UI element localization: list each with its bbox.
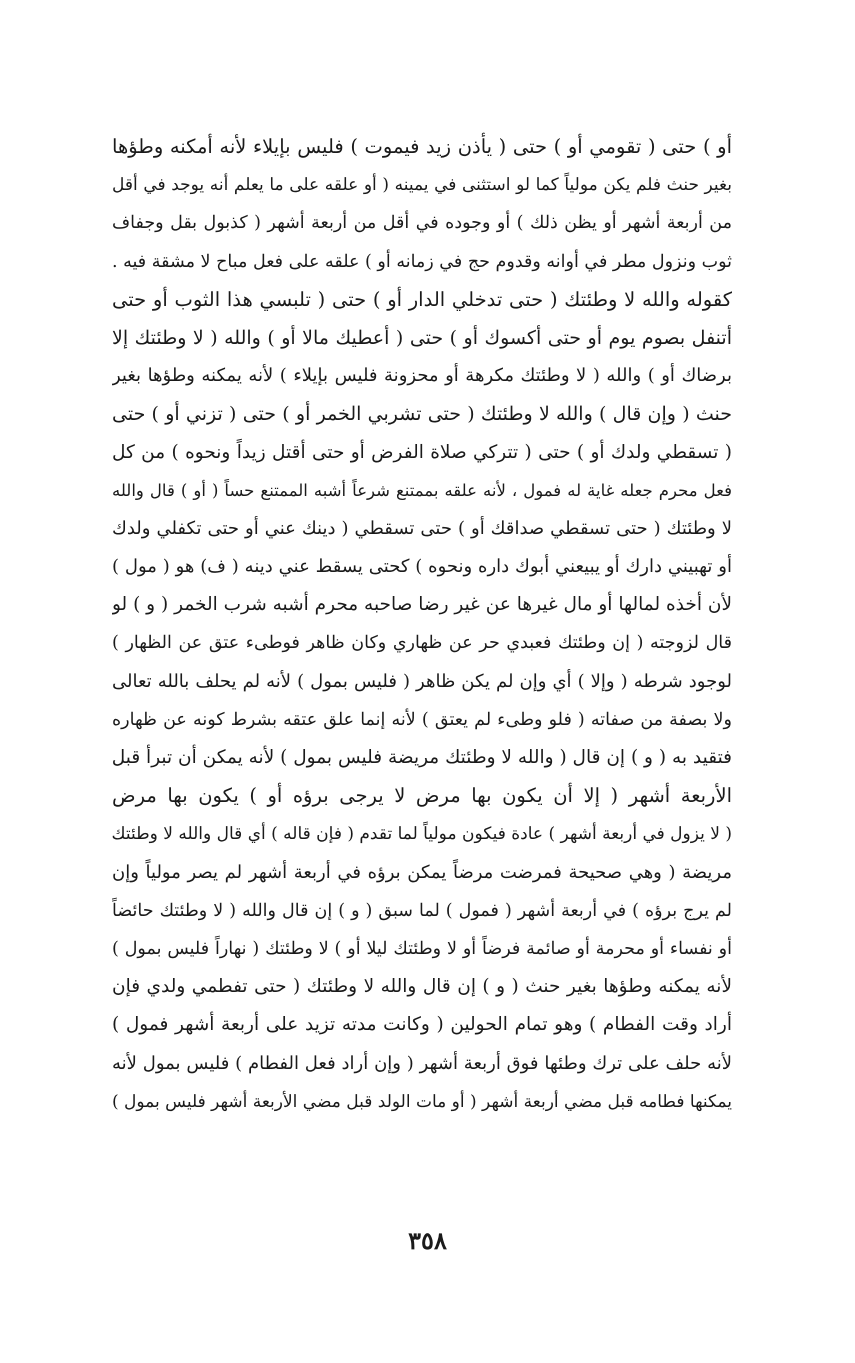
text-line: أتنفل بصوم يوم أو حتى أكسوك أو ) حتى ( أعطيك مالا أو ) والله ( لا وطئتك إلا bbox=[112, 326, 732, 349]
text-line: الأربعة أشهر ( إلا أن يكون بها مرض لا يرجى برؤه أو ) يكون بها مرض bbox=[112, 784, 732, 808]
text-line: لأن أخذه لمالها أو مال غيرها عن غير رضا صاحبه محرم أشبه شرب الخمر ( و ) لو bbox=[112, 594, 732, 616]
text-line: يمكنها فطامه قبل مضي أربعة أشهر ( أو مات الولد قبل مضي الأربعة أشهر فليس بمول ) bbox=[112, 1091, 732, 1112]
text-line: مريضة ( وهي صحيحة فمرضت مرضاً يمكن برؤه في أربعة أشهر لم يصر مولياً وإن bbox=[112, 861, 732, 883]
text-line: ( لا يزول في أربعة أشهر ) عادة فيكون مولياً لما تقدم ( فإن قاله ) أي قال والله لا وطئتك bbox=[112, 824, 732, 845]
text-line: لا وطئتك ( حتى تسقطي صداقك أو ) حتى تسقطي ( دينك عني أو حتى تكفلي ولدك bbox=[112, 517, 732, 539]
text-line: أراد وقت الفطام ) وهو تمام الحولين ( وكانت مدته تزيد على أربعة أشهر فمول ) bbox=[112, 1014, 732, 1036]
text-line: لم يرج برؤه ) في أربعة أشهر ( فمول ) لما سبق ( و ) إن قال والله ( لا وطئتك حائضاً bbox=[112, 900, 732, 921]
text-line: لأنه حلف على ترك وطئها فوق أربعة أشهر ( وإن أراد فعل الفطام ) فليس بمول لأنه bbox=[112, 1052, 732, 1074]
text-line: من أربعة أشهر أو يظن ذلك ) أو وجوده في أقل من أربعة أشهر ( كذبول بقل وجفاف bbox=[112, 213, 732, 234]
text-line: أو ) حتى ( تقومي أو ) حتى ( يأذن زيد فيموت ) فليس بإيلاء لأنه أمكنه وطؤها bbox=[112, 135, 732, 158]
text-line: ثوب ونزول مطر في أوانه وقدوم حج في زمانه أو ) علقه على فعل مباح لا مشقة فيه . bbox=[112, 251, 732, 272]
text-line: برضاك أو ) والله ( لا وطئتك مكرهة أو محزونة فليس بإيلاء ) لأنه يمكنه وطؤها بغير bbox=[112, 365, 732, 387]
text-line: فتقيد به ( و ) إن قال ( والله لا وطئتك مريضة فليس بمول ) لأنه يمكن أن تبرأ قبل bbox=[112, 747, 732, 768]
text-line: بغير حنث فلم يكن مولياً كما لو استثنى في يمينه ( أو علقه على ما يعلم أنه يوجد في أقل bbox=[112, 175, 732, 196]
text-line: أو تهبيني دارك أو يبيعني أبوك داره ونحوه ) كحتى يسقط عني دينه ( ف) هو ( مول ) bbox=[112, 556, 732, 578]
page-number: ٣٥٨ bbox=[408, 1226, 447, 1255]
text-line: قال لزوجته ( إن وطئتك فعبدي حر عن ظهاري وكان ظاهر فوطىء عتق عن الظهار ) bbox=[112, 633, 732, 654]
body-text bbox=[112, 128, 732, 1121]
text-line: لوجود شرطه ( وإلا ) أي وإن لم يكن ظاهر ( فليس بمول ) لأنه لم يحلف بالله تعالى bbox=[112, 670, 732, 692]
text-line: ولا بصفة من صفاته ( فلو وطىء لم يعتق ) لأنه إنما علق عتقه بشرط كونه عن ظهاره bbox=[112, 709, 732, 730]
text-line: لأنه يمكنه وطؤها بغير حنث ( و ) إن قال والله لا وطئتك ( حتى تفطمي ولدي فإن bbox=[112, 976, 732, 998]
text-line: حنث ( وإن قال ) والله لا وطئتك ( حتى تشربي الخمر أو ) حتى ( تزني أو ) حتى bbox=[112, 403, 732, 426]
text-line: كقوله والله لا وطئتك ( حتى تدخلي الدار أو ) حتى ( تلبسي هذا الثوب أو حتى bbox=[112, 287, 732, 311]
text-line: ( تسقطي ولدك أو ) حتى ( تتركي صلاة الفرض أو حتى أقتل زيداً ونحوه ) من كل bbox=[112, 441, 732, 463]
text-line: فعل محرم جعله غاية له فمول ، لأنه علقه بممتنع شرعاً أشبه الممتنع حساً ( أو ) قال والله bbox=[112, 480, 732, 500]
text-line: أو نفساء أو محرمة أو صائمة فرضاً أو لا وطئتك ليلا أو ) لا وطئتك ( نهاراً فليس بمول ) bbox=[112, 938, 732, 959]
